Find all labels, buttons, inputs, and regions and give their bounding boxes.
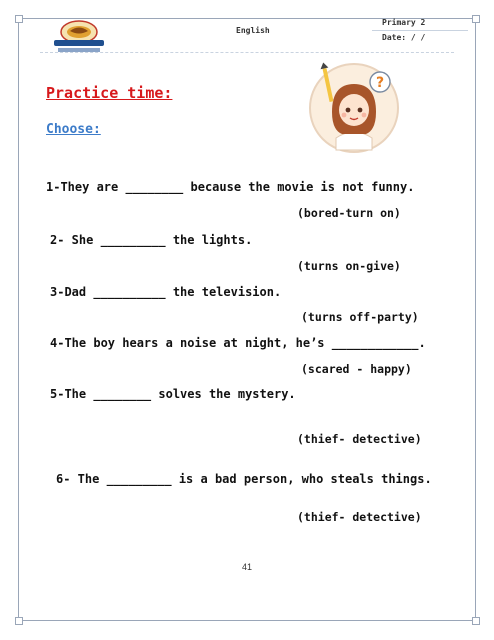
header-info-box — [372, 16, 468, 46]
frame-left — [18, 18, 19, 622]
question-3-options: (turns off-party) — [301, 310, 419, 324]
frame-corner — [15, 617, 23, 625]
question-1: 1-They are ________ because the movie is not funny. — [46, 180, 415, 194]
grade-label: Primary 2 — [372, 16, 468, 31]
question-5: 5-The ________ solves the mystery. — [50, 387, 296, 401]
school-logo-icon — [48, 18, 110, 56]
question-6: 6- The _________ is a bad person, who steals things. — [56, 472, 432, 486]
question-2-options: (turns on-give) — [297, 259, 401, 273]
girl-thinking-illustration-icon — [306, 60, 402, 156]
header-divider — [40, 52, 454, 53]
svg-text:?: ? — [376, 75, 385, 91]
question-2: 2- She _________ the lights. — [50, 233, 253, 247]
question-3: 3-Dad __________ the television. — [50, 285, 282, 299]
question-1-options: (bored-turn on) — [297, 206, 401, 220]
subject-label: English — [236, 26, 270, 35]
question-4-options: (scared - happy) — [301, 362, 412, 376]
frame-corner — [472, 617, 480, 625]
page-number: 41 — [241, 562, 252, 572]
question-4: 4-The boy hears a noise at night, he’s ____________. — [50, 336, 426, 350]
frame-bottom — [18, 620, 476, 621]
question-6-options: (thief- detective) — [297, 510, 422, 524]
date-label: Date: / / — [382, 33, 426, 42]
frame-corner — [472, 15, 480, 23]
choose-label: Choose: — [46, 122, 101, 137]
question-5-options: (thief- detective) — [297, 432, 422, 446]
question-mark-icon — [370, 72, 390, 92]
frame-right — [475, 18, 476, 622]
frame-corner — [15, 15, 23, 23]
practice-title: Practice time: — [46, 84, 173, 102]
